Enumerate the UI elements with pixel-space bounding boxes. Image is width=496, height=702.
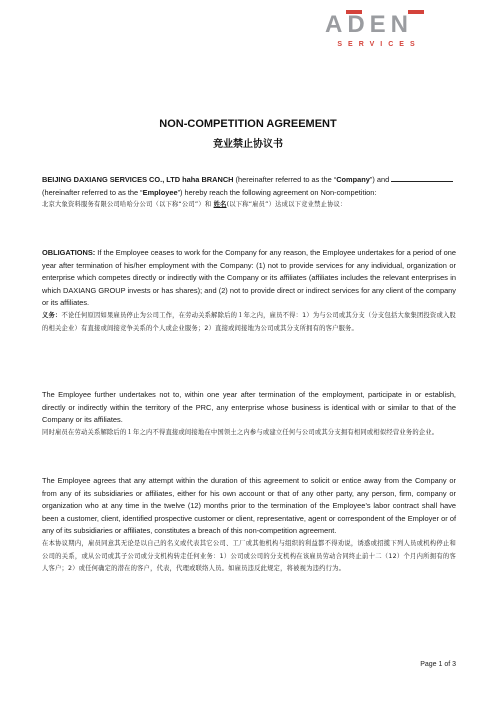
obligations-section — [42, 247, 456, 335]
paragraph-2 — [42, 389, 456, 439]
employee-name-blank[interactable] — [391, 174, 453, 182]
intro-chinese: 北京大象资料服务有限公司哈哈分公司（以下称“公司”）和 姓名(以下称“雇员”）达成以下竞业禁止协议： — [42, 201, 347, 209]
logo-wordmark: ADEN — [324, 11, 413, 38]
paragraph-3-english: The Employee agrees that any attempt within the duration of this agreement to solicit or entice away from the Company or from any of its subsidiaries or affiliates, either for his own account or that of any other party, any person, firm, company or organization who at any time in the twelve (12) months prior to the termination of the Employee’s labor contract shall have been a customer, client, identified prospective customer or client, representative, agent or correspondent of the Employer or of any of its subsidiaries or affiliates, constitutes a breach of this non-competition agreement. — [42, 476, 456, 536]
paragraph-3-chinese: 在本协议期内，雇员同意其无论是以自己的名义或代表其它公司、工厂或其他机构与组织的利益都不得劝说，诱惑或招揽下列人员或机构停止和公司的关系，或从公司或其子公司或分支机构转走任何业务：1）公司或公司的分支机构在该雇员劳动合同终止前十二（12）个月内所拥有的客人客户；2）或任何确定的潜在的客户，代表，代理或联络人员。如雇员违反此规定，将被视为违约行为。 — [42, 539, 456, 573]
aden-services-logo — [284, 9, 454, 49]
logo-subtitle: SERVICES — [337, 41, 421, 48]
page-number: Page 1 of 3 — [420, 661, 456, 668]
obligations-english: OBLIGATIONS: If the Employee ceases to work for the Company for any reason, the Employee undertakes for a period of one year after termination of his/her employment with the Company: (1) not to provide services for any individual, organization or enterprise which competes directly or indirectly with the Company or its affiliates (affiliates includes the relevant enterprises in which DAXIANG GROUP invests or has shares); and (2) not to provide direct or indirect services for any client of the company or its affiliates. — [42, 248, 456, 308]
intro-english: BEIJING DAXIANG SERVICES CO., LTD haha BRANCH (hereinafter referred to as the “Company”) and (hereinafter referred to as the “Employee”) hereby reach the following agreement on Non-competition: — [42, 174, 456, 199]
paragraph-2-english: The Employee further undertakes not to, within one year after termination of the employment, participate in or establish, directly or indirectly within the territory of the PRC, any enterprise whose business is identical with or similar to that of the Company or its affiliates. — [42, 390, 456, 425]
title-english: NON-COMPETITION AGREEMENT — [159, 118, 337, 130]
title-chinese: 竞业禁止协议书 — [213, 139, 283, 150]
paragraph-3 — [42, 475, 456, 576]
company-name: BEIJING DAXIANG SERVICES CO., LTD haha BRANCH — [42, 175, 234, 184]
employee-label: Employee — [142, 187, 178, 197]
obligations-chinese: 义务：不论任何原因如果雇员停止为公司工作，在劳动关系解除后的１年之内，雇员不得：1）为与公司或其分支（分支包括大象集团投资或入股的相关企业）有直接或间接竞争关系的个人或企业服务；2）直接或间接地为公司或其分支所拥有的客户服务。 — [42, 311, 456, 332]
name-field-label: 姓名 — [213, 201, 227, 209]
paragraph-2-chinese: 同时雇员在劳动关系解除后的１年之内不得直接或间接地在中国领土之内参与或建立任何与公司或其分支拥有相同或相似经营业务的企业。 — [42, 428, 439, 436]
obligations-label-cn: 义务： — [42, 311, 62, 319]
company-label: Company — [336, 175, 370, 184]
obligations-label: OBLIGATIONS: — [42, 248, 96, 257]
intro-section — [42, 174, 456, 212]
